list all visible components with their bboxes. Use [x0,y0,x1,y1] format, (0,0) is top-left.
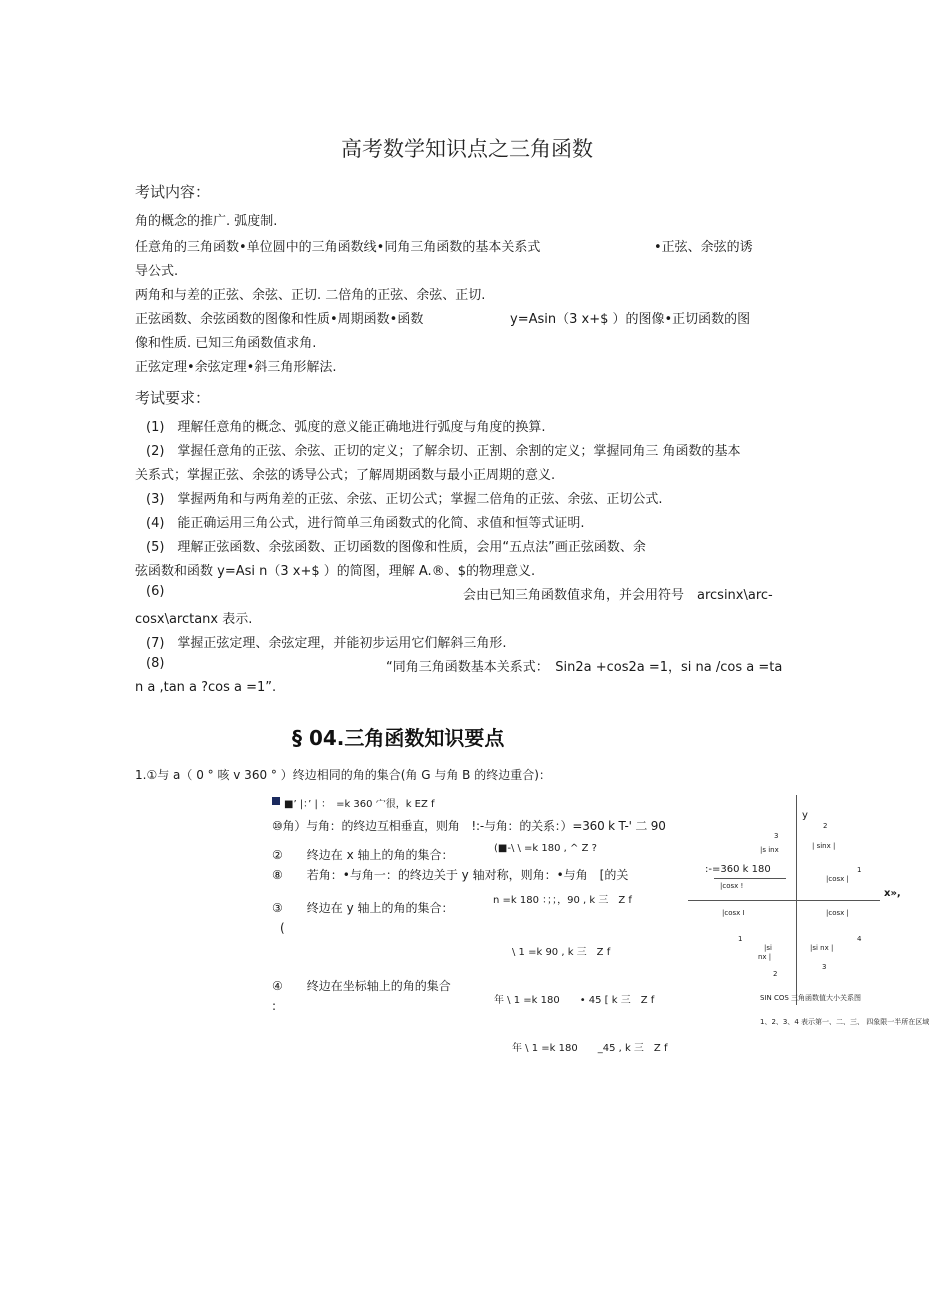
requirement-line: (8) [146,656,165,671]
x-axis-label: x», [884,888,901,899]
diagram-caption: SIN COS 三角函数值大小关系图 [760,994,862,1002]
diagram-label: |s inx [760,846,779,854]
requirement-line: 会由已知三角函数值求角，并会用符号 arcsinx\arc- [463,588,773,603]
requirement-line: (5) 理解正弦函数、余弦函数、正切函数的图像和性质，会用“五点法”画正弦函数、余 [146,540,646,555]
content-line: 两角和与差的正弦、余弦、正切. 二倍角的正弦、余弦、正切. [135,288,486,303]
content-line: 任意角的三角函数•单位圆中的三角函数线•同角三角函数的基本关系式 [135,240,541,255]
diagram-label: 2 [823,822,828,830]
requirement-line: (1) 理解任意角的概念、弧度的意义能正确地进行弧度与角度的换算. [146,420,546,435]
requirement-line: “同角三角函数基本关系式： Sin2a +cos2a =1，si na /cos a =ta [386,660,783,675]
requirement-line: (7) 掌握正弦定理、余弦定理，并能初步运用它们解斜三角形. [146,636,507,651]
content-line: •正弦、余弦的诱 [654,240,753,255]
diagram-note: 1、2、3、4 表示第一、二、三、 四象限一半所在区域 [760,1018,929,1026]
point-8-formula-b: n =k 180 ：；；，90 , k 三 Z f [493,895,632,906]
page-title: 高考数学知识点之三角函数 [341,137,593,161]
content-line: 正弦定理•余弦定理•斜三角形解法. [135,360,337,375]
diagram-label: 1 [738,935,743,943]
content-line: 角的概念的推广. 弧度制. [135,214,278,229]
content-line: 像和性质. 已知三角函数值求角. [135,336,317,351]
point-8: ⑧ 若角：•与角一：的终边关于 y 轴对称，则角：•与角 [的关 [272,868,629,882]
exam-requirements-heading: 考试要求： [135,389,211,407]
diagram-label: |cosx ! [720,882,744,890]
requirement-line: 关系式；掌握正弦、余弦的诱导公式；了解周期函数与最小正周期的意义. [135,468,556,483]
exam-content-heading: 考试内容： [135,183,211,201]
requirement-line: (3) 掌握两角和与两角差的正弦、余弦、正切公式；掌握二倍角的正弦、余弦、正切公式. [146,492,663,507]
point-2: ② 终边在 x 轴上的角的集合： [272,848,454,862]
diagram-label: |cosx | [826,909,849,917]
content-line: 导公式. [135,264,179,279]
requirement-line: (4) 能正确运用三角公式，进行简单三角函数式的化简、求值和恒等式证明. [146,516,585,531]
section-title: § 04.三角函数知识要点 [292,726,505,750]
x-axis [688,900,880,901]
point-1: 1.①与 a（ 0 ° 咳 v 360 ° ）终边相同的角的集合(角 G 与角 B 的终边重合)： [135,768,551,782]
requirement-line: 弦函数和函数 y=Asi n（3 x+$ ）的简图，理解 A.®、$的物理意义. [135,564,536,579]
diagram-label: nx | [758,953,772,961]
requirement-line: cosx\arctanx 表示. [135,612,253,627]
point-10: ⑩角）与角：的终边互相垂直，则角 !:-与角：的关系：）=360 k T-' 二 90 [272,819,666,833]
point-4-formula: 年 \ 1 =k 180 • 45 [ k 三 Z f [494,995,655,1006]
diagram-label: | sinx | [812,842,836,850]
point-1-formula: ■’ |：’ | ： =k 360 宀很，k EZ f [284,799,435,810]
point-8-formula-a: :-=360 k 180 [705,864,771,875]
requirement-line: (6) [146,584,165,599]
diagram-label: 2 [773,970,778,978]
point-2-formula: (■-\ \ =k 180 , ^ Z ? [494,843,597,854]
point-4: ④ 终边在坐标轴上的角的集合 [272,979,451,993]
content-line: 正弦函数、余弦函数的图像和性质•周期函数•函数 [135,312,424,327]
point-3: ③ 终边在 y 轴上的角的集合： [272,901,454,915]
diagram-label: 3 [774,832,779,840]
diagram-label: |si [764,944,772,952]
point-3-mark: ( [280,921,285,935]
diagram-label: 4 [857,935,862,943]
y-axis-label: y [802,810,808,821]
requirement-line: n a ,tan a ?cos a =1”. [135,680,277,695]
diagonal-segment [714,878,786,879]
diagram-label: |cosx I [722,909,745,917]
diagram-label: 3 [822,963,827,971]
point-5-formula: 年 \ 1 =k 180 _45 , k 三 Z f [512,1043,668,1054]
diagram-label: 1 [857,866,862,874]
point-3-formula: \ 1 =k 90 , k 三 Z f [512,947,611,958]
point-4-colon: : [272,999,277,1013]
diagram-label: |si nx | [810,944,834,952]
square-marker-icon [272,797,280,805]
content-line: y=Asin（3 x+$ ）的图像•正切函数的图 [510,312,751,327]
diagram-label: |cosx | [826,875,849,883]
requirement-line: (2) 掌握任意角的正弦、余弦、正切的定义；了解余切、正割、余割的定义；掌握同角三 角函数的基本 [146,444,741,459]
